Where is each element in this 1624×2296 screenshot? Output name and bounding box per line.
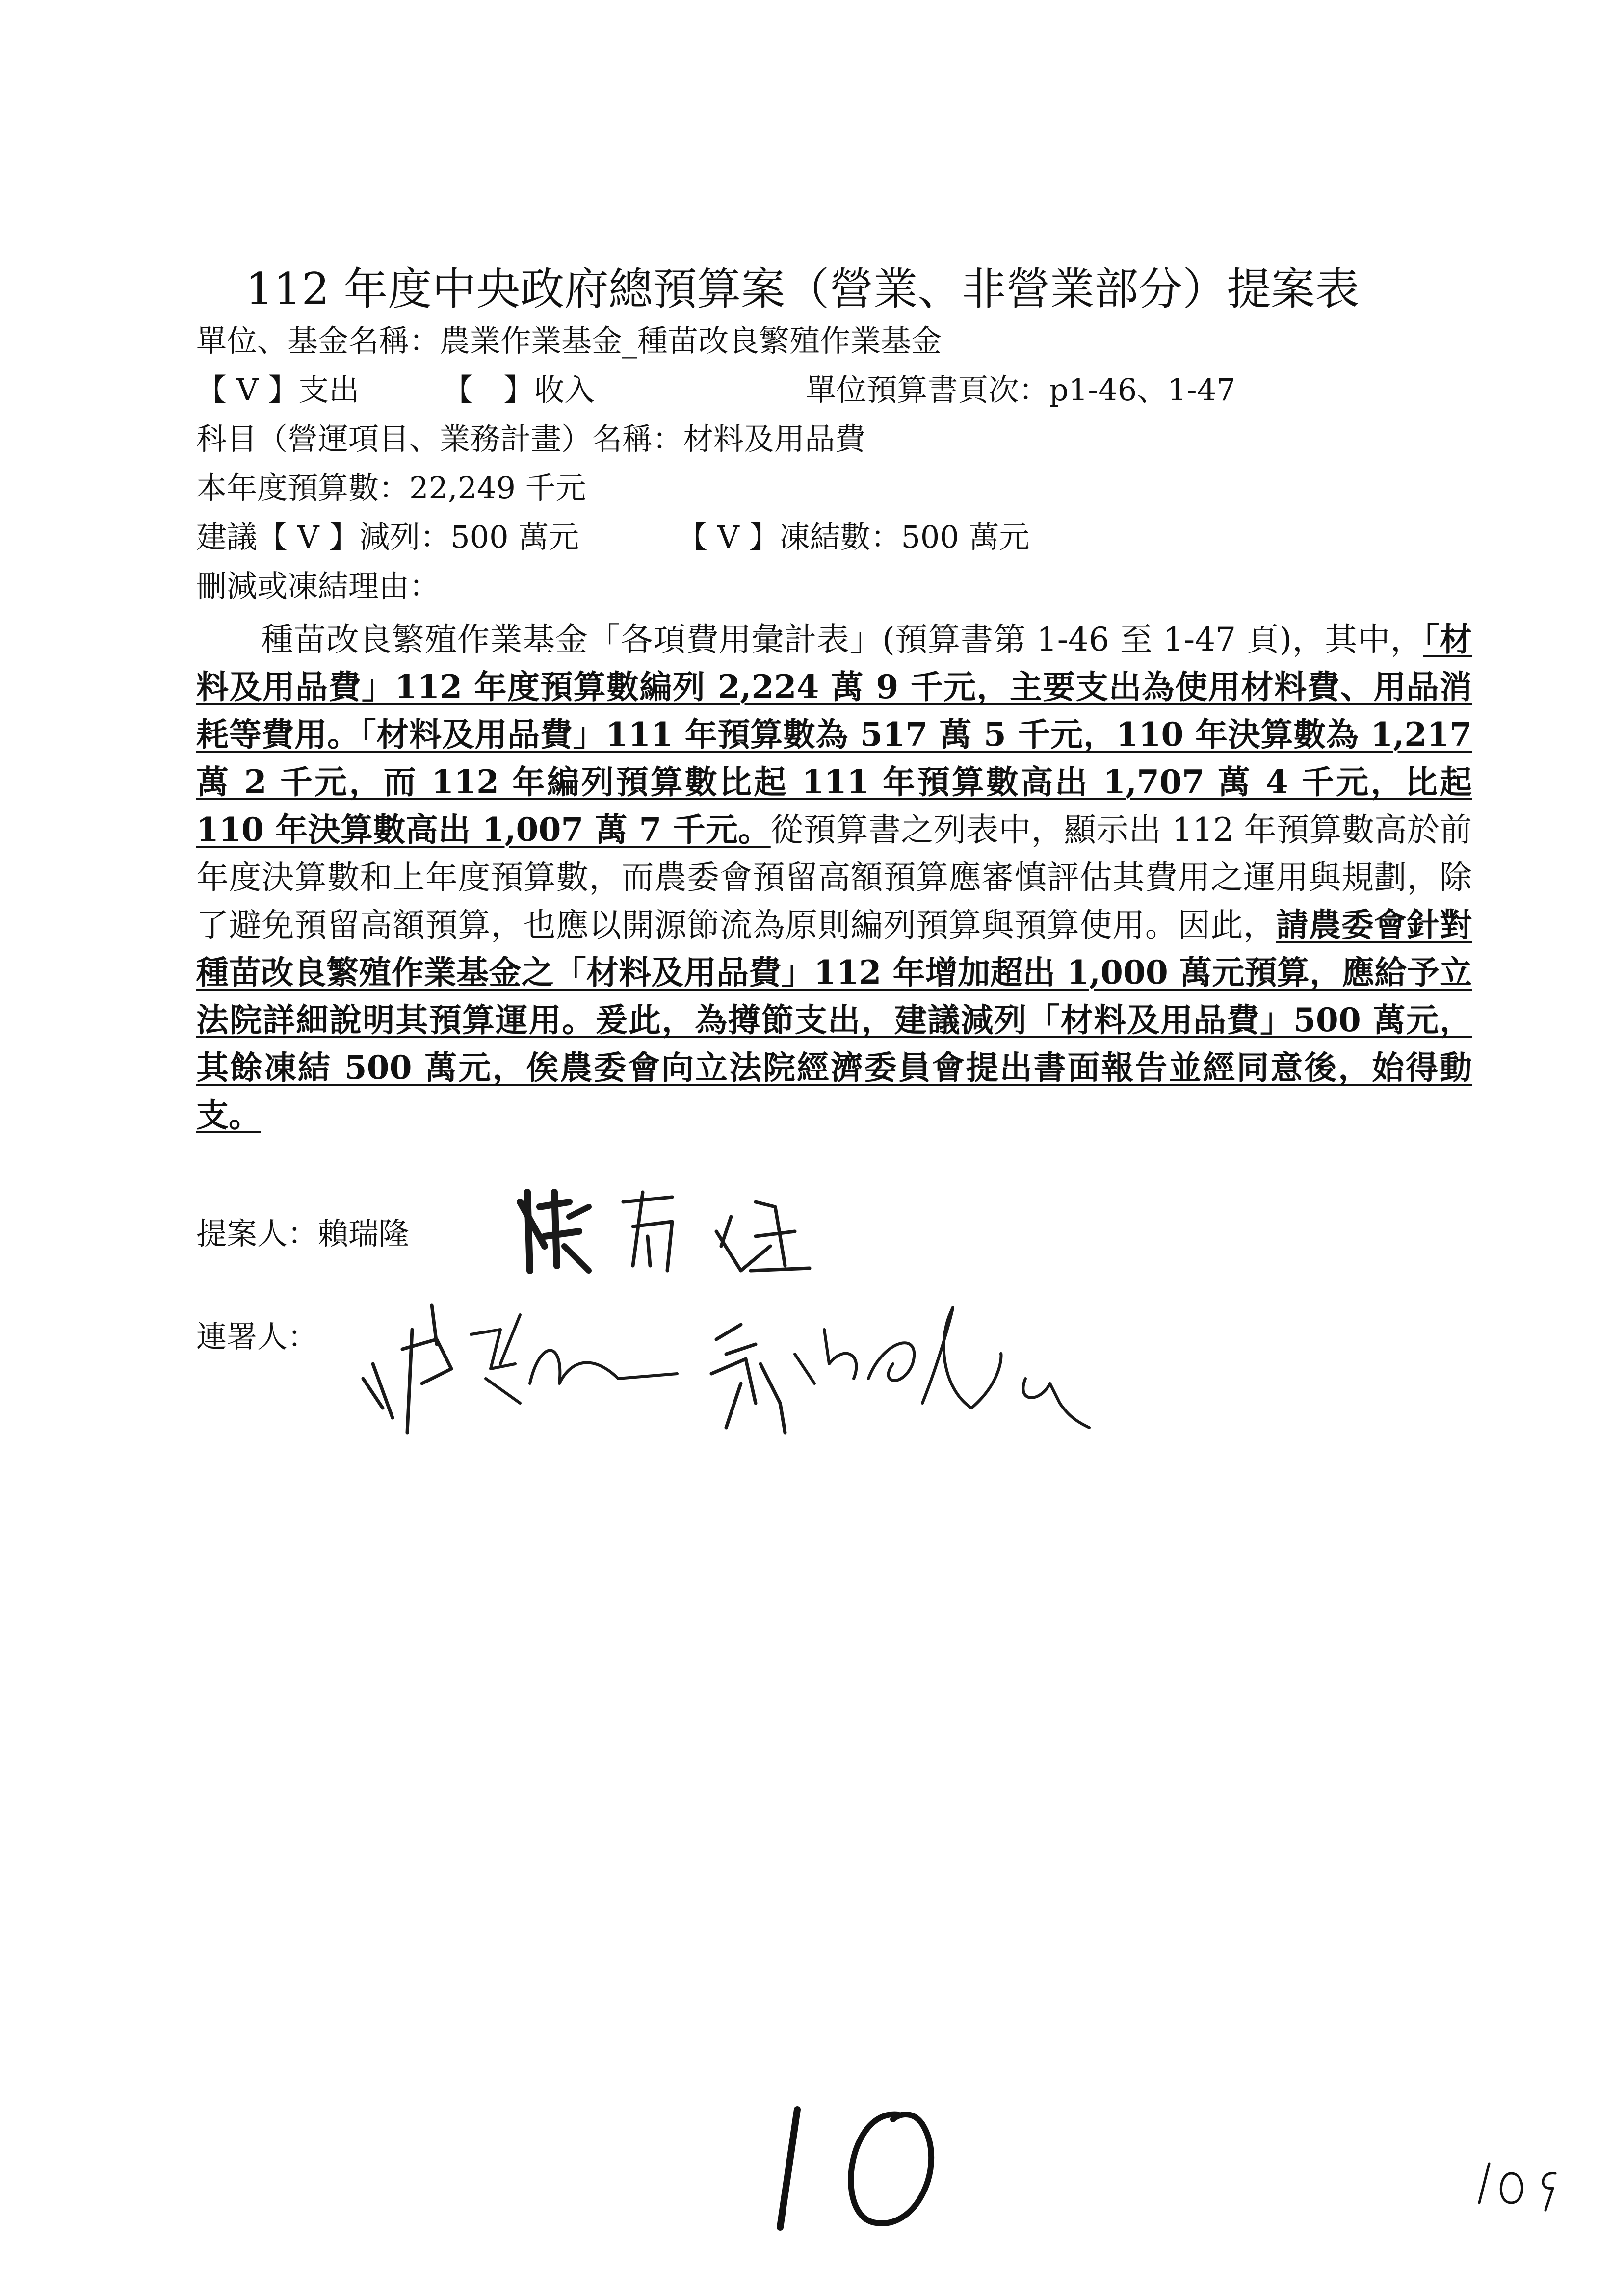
reason-highlight-1: 「材料及用品費」112 年度預算數編列 2,224 萬 9 千元，主要支出為使用材料費、用品消耗等費用。「材料及用品費」111 年預算數為 517 萬 5 千元，110 年決算數為 1,217 萬 2 千元，而 112 年編列預算數比起 111 年預算數高出 1,707 萬 4 千元，比起 110 年決算數高出 1,007 萬 7 千元。 xyxy=(196,620,1472,849)
type-row xyxy=(196,368,1235,412)
page-title: 112 年度中央政府總預算案（營業、非營業部分）提案表 xyxy=(245,263,1360,315)
budget-page-ref: 單位預算書頁次：p1-46、1-47 xyxy=(806,372,1236,408)
cut-amount: 建議【 V 】減列：500 萬元 xyxy=(196,519,579,555)
proposer-label: 提案人：賴瑞隆 xyxy=(196,1216,410,1252)
income-checkbox-label: 【 】收入 xyxy=(443,372,595,408)
reason-highlight-2: 請農委會針對種苗改良繁殖作業基金之「材料及用品費」112 年增加超出 1,000 萬元預算，應給予立法院詳細說明其預算運用。爰此，為撙節支出，建議減列「材料及用品費」500 萬元，其餘凍結 500 萬元，俟農委會向立法院經濟委員會提出書面報告並經同意後，始得動支。 xyxy=(196,906,1472,1134)
handwritten-folio-number xyxy=(1472,2154,1570,2218)
reason-text-1: 種苗改良繁殖作業基金「各項費用彙計表」(預算書第 1-46 至 1-47 頁)，其中， xyxy=(261,621,1423,658)
expense-checkbox-label: 【 V 】支出 xyxy=(196,372,360,408)
cosigner-signatures xyxy=(353,1256,1119,1442)
budget-amount: 本年度預算數：22,249 千元 xyxy=(196,470,586,506)
unit-fund-name: 單位、基金名稱：農業作業基金_種苗改良繁殖作業基金 xyxy=(196,323,942,359)
reason-text-2: 從預算書之列表中，顯示出 112 年預算數高於前年度決算數和上年度預算數，而農委會預留高額預算應審慎評估其費用之運用與規劃，除了避免預留高額預算，也應以開源節流為原則編列預算與預算使用。因此， xyxy=(196,811,1472,944)
handwritten-page-number xyxy=(751,2100,976,2247)
reason-label: 刪減或凍結理由： xyxy=(196,568,440,604)
cosigner-label: 連署人： xyxy=(196,1319,318,1355)
reason-body xyxy=(196,616,1472,1139)
suggestion-row xyxy=(196,515,1030,559)
freeze-amount: 【 V 】凍結數：500 萬元 xyxy=(677,519,1030,555)
subject-name: 科目（營運項目、業務計畫）名稱：材料及用品費 xyxy=(196,421,866,457)
